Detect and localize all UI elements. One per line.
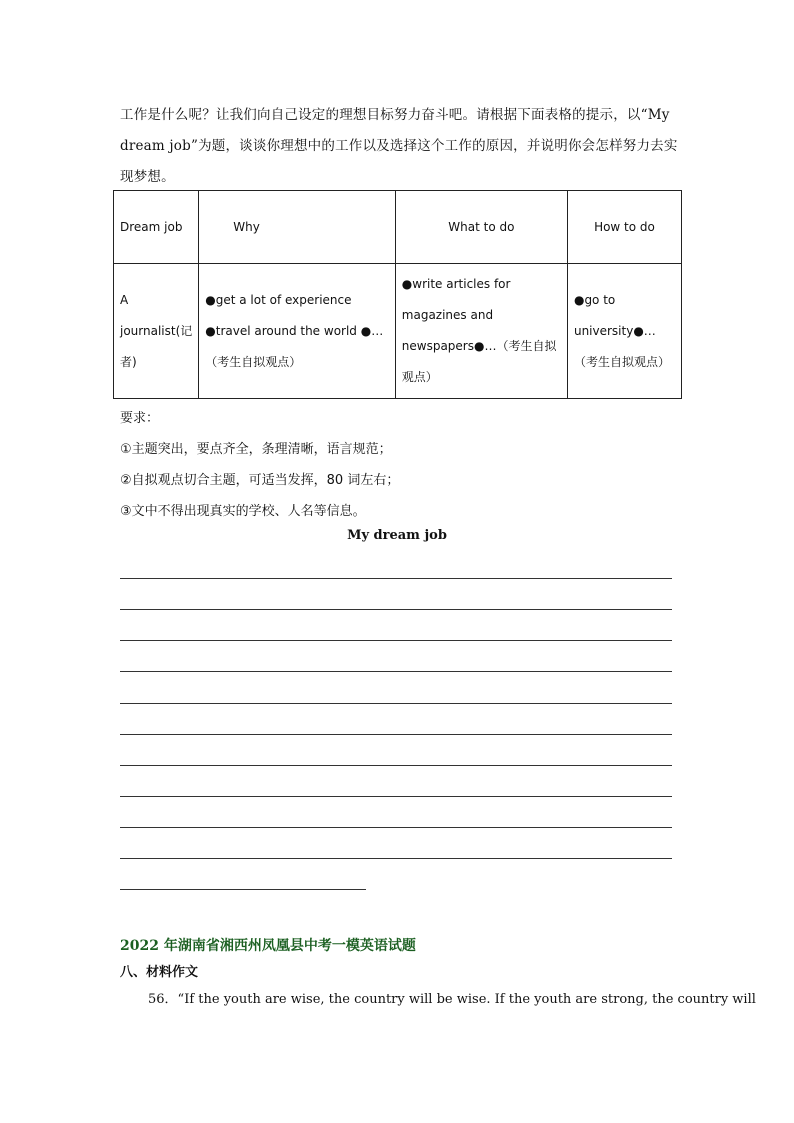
writing-line <box>120 734 672 735</box>
writing-line-short <box>120 889 366 890</box>
cell-how-to-do: ●go to university●…（考生自拟观点） <box>567 264 681 399</box>
essay-title: My dream job <box>347 528 447 543</box>
table-header-row <box>114 191 682 264</box>
prompt-table <box>113 190 682 399</box>
cell-why: ●get a lot of experience ●travel around the world ●…（考生自拟观点） <box>199 264 396 399</box>
intro-line-1: 工作是什么呢？让我们向自己设定的理想目标努力奋斗吧。请根据下面表格的提示，以“My <box>120 107 670 123</box>
header-why: Why <box>199 191 396 264</box>
cell-what-to-do: ●write articles for magazines and newspapers●…（考生自拟观点） <box>395 264 567 399</box>
intro-line-3: 现梦想。 <box>120 169 175 185</box>
writing-line <box>120 640 672 641</box>
requirements <box>120 403 680 527</box>
question-56: 56．“If the youth are wise, the country will be wise. If the youth are strong, the country will <box>148 992 756 1007</box>
intro-line-2: dream job”为题，谈谈你理想中的工作以及选择这个工作的原因，并说明你会怎样努力去实 <box>120 138 678 154</box>
writing-line <box>120 609 672 610</box>
cell-job: A journalist(记者) <box>114 264 199 399</box>
writing-line <box>120 858 672 859</box>
requirements-label: 要求： <box>120 411 160 426</box>
section-title: 2022 年湖南省湘西州凤凰县中考一模英语试题 <box>120 938 416 954</box>
writing-line <box>120 703 672 704</box>
table-row <box>114 264 682 399</box>
writing-line <box>120 578 672 579</box>
requirement-item-3: ③文中不得出现真实的学校、人名等信息。 <box>120 504 366 519</box>
writing-line <box>120 765 672 766</box>
header-dream-job: Dream job <box>114 191 199 264</box>
writing-line <box>120 671 672 672</box>
requirement-item-2: ②自拟观点切合主题，可适当发挥，80 词左右； <box>120 473 400 488</box>
writing-line <box>120 796 672 797</box>
writing-line <box>120 827 672 828</box>
header-what-to-do: What to do <box>395 191 567 264</box>
requirement-item-1: ①主题突出，要点齐全，条理清晰，语言规范； <box>120 442 392 457</box>
writing-prompt-intro <box>120 100 680 193</box>
header-how-to-do: How to do <box>567 191 681 264</box>
section-subtitle: 八、材料作文 <box>120 965 199 980</box>
